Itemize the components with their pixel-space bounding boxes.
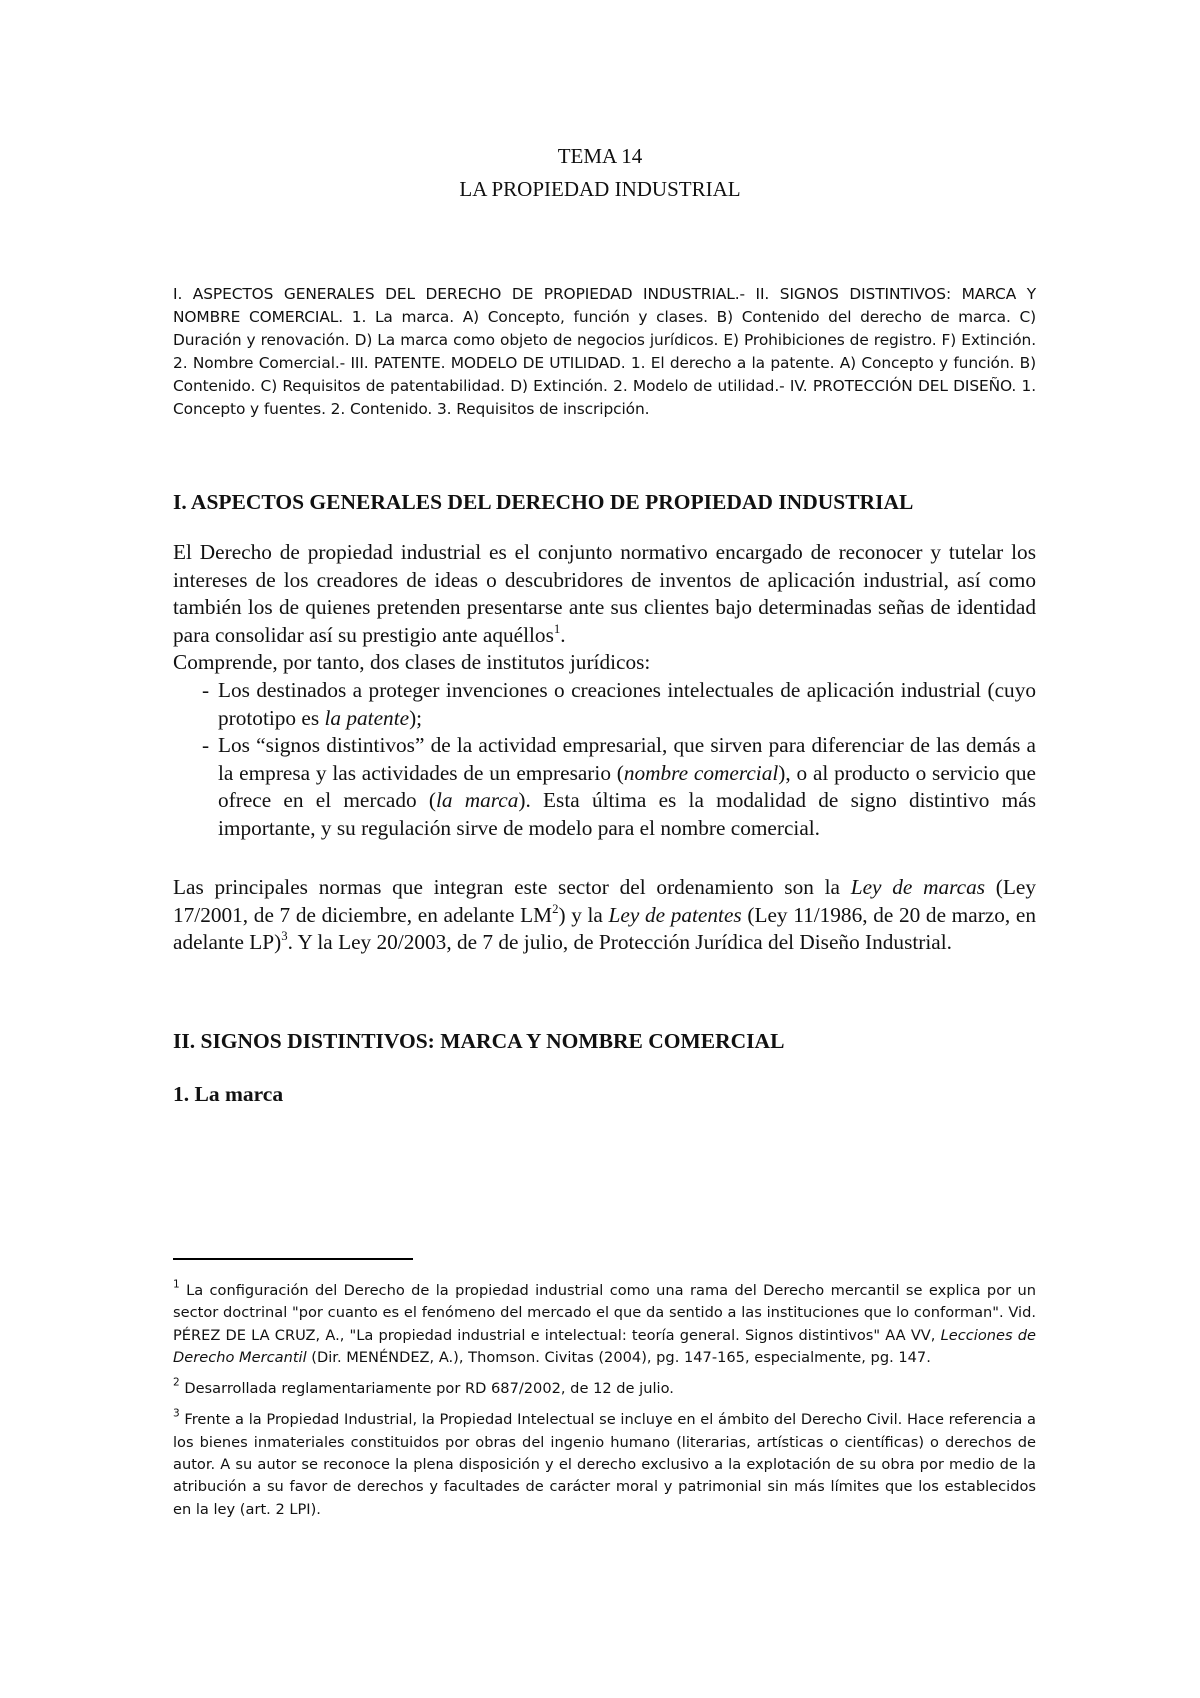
footnote-3: $^3$ Frente a la Propiedad Industrial, la Propiedad Intelectual se incluye en el ámbito del Derecho Civil. Hace referencia a los bienes inmateriales constituidos por obras del ingenio humano (literarias, artísticas o científicas) o derechos de autor. A su autor se reconoce la plena disposición y el derecho exclusivo a la explotación de su obra por medio de la atribución a su favor de derechos y facultades de carácter moral y patrimonial sin más límites que los establecidos en la ley (art. 2 LPI). bbox=[173, 1408, 1036, 1518]
title-block bbox=[0, 140, 1200, 206]
topic-summary: I. ASPECTOS GENERALES DEL DERECHO DE PROPIEDAD INDUSTRIAL.- II. SIGNOS DISTINTIVOS: MARCA Y NOMBRE COMERCIAL. 1. La marca. A) Concepto, función y clases. B) Contenido del derecho de marca. C) Duración y renovación. D) La marca como objeto de negocios jurídicos. E) Prohibiciones de registro. F) Extinción. 2. Nombre Comercial.- III. PATENTE. MODELO DE UTILIDAD. 1. El derecho a la patente. A) Concepto y función. B) Contenido. C) Requisitos de patentabilidad. D) Extinción. 2. Modelo de utilidad.- IV. PROTECCIÓN DEL DISEÑO. 1. Concepto y fuentes. 2. Contenido. 3. Requisitos de inscripción. bbox=[173, 285, 1036, 418]
footnote-1: $^1$ La configuración del Derecho de la propiedad industrial como una rama del Derecho mercantil se explica por un sector doctrinal "por cuanto es el fenómeno del mercado el que da sentido a las instituciones que lo conforman". Vid. PÉREZ DE LA CRUZ, A., "La propiedad industrial e intelectual: teoría general. Signos distintivos" AA VV, Lecciones de Derecho Mercantil (Dir. MENÉNDEZ, A.), Thomson. Civitas (2004), pg. 147-165, especialmente, pg. 147. bbox=[173, 1278, 1036, 1366]
footnote-ref-3[interactable]: 3 bbox=[281, 929, 288, 944]
list-item: - Los “signos distintivos” de la actividad empresarial, que sirven para diferenciar de las demás a la empresa y las actividades de un empresario (nombre comercial), o al producto o servicio que ofrece en el mercado (la marca). Esta última es la modalidad de signo distintivo más importante, y su regulación sirve de modelo para el nombre comercial. bbox=[202, 733, 1036, 840]
subsection-heading-marca: 1. La marca bbox=[173, 1082, 284, 1106]
norms-paragraph: Las principales normas que integran este sector del ordenamiento son la Ley de marcas (Ley 17/2001, de 7 de diciembre, en adelante $LM^2$) y la Ley de patentes (Ley 11/1986, de 20 de marzo, en adelante LP)$^3$. Y la Ley 20/2003, de 7 de julio, de Protección Jurídica del Diseño Industrial. bbox=[173, 875, 1036, 955]
intro-paragraph: El Derecho de propiedad industrial es el conjunto normativo encargado de reconocer y tutelar los intereses de los creadores de ideas o descubridores de inventos de aplicación industrial, así como también los de quienes pretenden presentarse ante sus clientes bajo determinadas señas de identidad para consolidar así su prestigio ante aquéllos$^1$. Comprende, por tanto, dos clases de institutos jurídicos: bbox=[173, 540, 1036, 675]
section-heading-aspectos: I. ASPECTOS GENERALES DEL DERECHO DE PROPIEDAD INDUSTRIAL bbox=[173, 490, 914, 514]
tema-number: TEMA 14 bbox=[557, 144, 643, 168]
section-aspectos-body bbox=[173, 539, 1036, 843]
footnote-ref-2[interactable]: 2 bbox=[552, 901, 559, 916]
footnote-divider bbox=[173, 1258, 413, 1260]
footnotes bbox=[173, 1280, 1036, 1530]
footnote-ref-1[interactable]: 1 bbox=[553, 621, 561, 636]
list-item: - Los destinados a proteger invenciones o creaciones intelectuales de aplicación industrial (cuyo prototipo es la patente); bbox=[202, 677, 1036, 730]
page-title: LA PROPIEDAD INDUSTRIAL bbox=[459, 177, 741, 201]
institutes-list bbox=[173, 677, 1036, 843]
section-heading-signos: II. SIGNOS DISTINTIVOS: MARCA Y NOMBRE COMERCIAL bbox=[173, 1029, 785, 1053]
footnote-2: $^2$ Desarrollada reglamentariamente por RD 687/2002, de 12 de julio. bbox=[173, 1376, 674, 1398]
